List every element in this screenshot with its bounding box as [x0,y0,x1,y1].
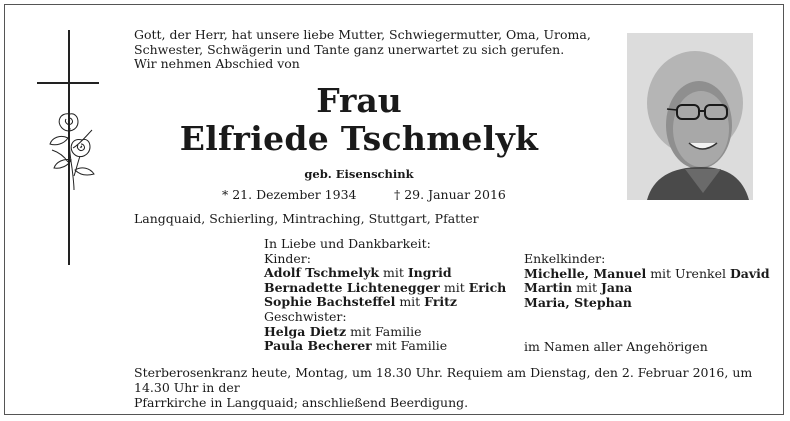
grandchildren-label: Enkelkinder: [524,251,606,266]
intro-text [134,28,591,72]
footer-line: Pfarrkirche in Langquaid; anschließend Beerdigung. [134,395,469,410]
cross-icon-horizontal [37,82,99,84]
siblings-label: Geschwister: [264,308,347,324]
spacer [524,325,770,340]
roses-icon [44,110,102,192]
relatives-line: im Namen aller Angehörigen [524,338,708,354]
grandchild-entry: Michelle, Manuel mit Urenkel David [524,265,770,281]
child-entry: Bernadette Lichtenegger mit Erich [264,279,507,295]
children-label: Kinder: [264,250,311,266]
grandchild-entry: Maria, Stephan [524,294,632,310]
sibling-entry: Helga Dietz mit Familie [264,323,422,339]
child-entry: Adolf Tschmelyk mit Ingrid [264,265,452,281]
family-right-column [524,252,770,354]
service-info [134,365,759,410]
intro-line: Gott, der Herr, hat unsere liebe Mutter, Schwiegermutter, Oma, Uroma, [134,27,591,42]
spacer [524,310,770,325]
footer-line: Sterberosenkranz heute, Montag, um 18.30 Uhr. Requiem am Dienstag, den 2. Februar 2016, um 14.30 Uhr in der [134,365,753,395]
intro-line: Wir nehmen Abschied von [134,56,300,71]
sibling-entry: Paula Becherer mit Familie [264,338,448,354]
thanks-line: In Liebe und Dankbarkeit: [264,236,431,251]
places-list: Langquaid, Schierling, Mintraching, Stuttgart, Pfatter [134,211,479,226]
deceased-name: Elfriede Tschmelyk [179,119,539,158]
family-left-column [264,237,506,354]
maiden-name: geb. Eisenschink [304,167,414,181]
portrait-photo [627,33,753,200]
salutation: Frau [316,81,402,120]
intro-line: Schwester, Schwägerin und Tante ganz unerwartet zu sich gerufen. [134,41,565,57]
child-entry: Sophie Bachsteffel mit Fritz [264,294,458,310]
grandchild-entry: Martin mit Jana [524,280,633,296]
death-date: † 29. Januar 2016 [394,187,506,202]
birth-date: * 21. Dezember 1934 [222,187,357,202]
